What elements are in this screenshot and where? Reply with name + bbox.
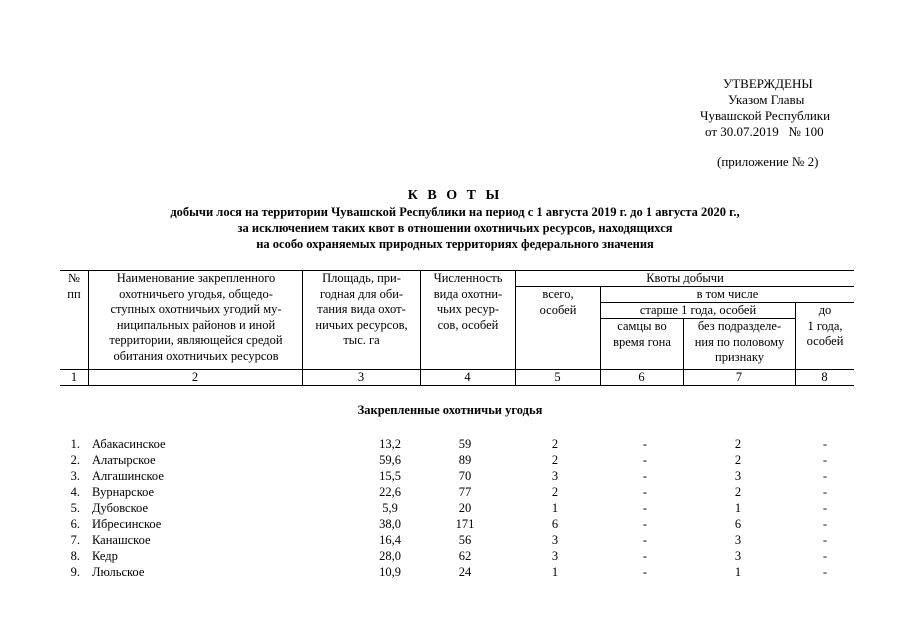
approval-line-approved: УТВЕРЖДЕНЫ — [723, 76, 813, 91]
cell-no: 9. — [70, 565, 80, 579]
cell-total: 2 — [551, 437, 559, 451]
cell-population: 20 — [458, 501, 472, 515]
col-number: 5 — [554, 370, 561, 384]
cell-no: 3. — [70, 469, 80, 483]
table-row — [60, 500, 850, 516]
cell-males: - — [642, 533, 648, 547]
col-number: 4 — [464, 370, 471, 384]
cell-undivided: 2 — [734, 437, 742, 451]
header-name: Наименование закрепленного охотничьего угодья, общедо- ступных охотничьих угодий му- ниципальных районов и иной территории, являющейся средой обитания охотничьих ресурсов — [109, 271, 283, 363]
approval-line-date: от 30.07.2019 № 100 — [705, 124, 824, 139]
cell-name: Абакасинское — [92, 437, 166, 451]
cell-no: 8. — [70, 549, 80, 563]
cell-no: 7. — [70, 533, 80, 547]
col-number: 8 — [821, 370, 828, 384]
appendix-label: (приложение № 2) — [717, 154, 819, 169]
cell-total: 1 — [551, 565, 559, 579]
title-line-1: добычи лося на территории Чувашской Республики на период с 1 августа 2019 г. до 1 августа 2020 г., — [170, 205, 740, 219]
cell-young: - — [822, 453, 828, 467]
grid-line — [60, 385, 854, 386]
col-number: 2 — [191, 370, 199, 384]
cell-males: - — [642, 485, 648, 499]
cell-undivided: 1 — [734, 501, 742, 515]
cell-name: Дубовское — [92, 501, 148, 515]
cell-area: 13,2 — [379, 437, 401, 451]
cell-no: 2. — [70, 453, 80, 467]
cell-males: - — [642, 565, 648, 579]
cell-young: - — [822, 565, 828, 579]
col-number: 6 — [638, 370, 645, 384]
cell-no: 4. — [70, 485, 80, 499]
cell-population: 59 — [458, 437, 472, 451]
cell-population: 24 — [458, 565, 472, 579]
cell-area: 5,9 — [382, 501, 398, 515]
cell-area: 38,0 — [379, 517, 401, 531]
cell-no: 6. — [70, 517, 80, 531]
header-quotas: Квоты добычи — [646, 271, 724, 285]
cell-males: - — [642, 517, 648, 531]
cell-males: - — [642, 437, 648, 451]
cell-total: 3 — [551, 469, 559, 483]
cell-population: 77 — [458, 485, 472, 499]
cell-undivided: 3 — [734, 533, 742, 547]
cell-name: Канашское — [92, 533, 151, 547]
col-number: 1 — [70, 370, 78, 384]
cell-young: - — [822, 549, 828, 563]
col-number: 3 — [357, 370, 365, 384]
cell-total: 1 — [551, 501, 559, 515]
cell-males: - — [642, 469, 648, 483]
header-young: до 1 года, особей — [806, 303, 844, 348]
header-including: в том числе — [696, 287, 759, 301]
table-row — [60, 468, 850, 484]
cell-area: 15,5 — [379, 469, 401, 483]
table-row — [60, 516, 850, 532]
header-population: Численность вида охотни- чьих ресур- сов, особей — [433, 271, 503, 332]
cell-young: - — [822, 517, 828, 531]
document-title — [60, 188, 850, 252]
cell-population: 70 — [458, 469, 472, 483]
table-row — [60, 452, 850, 468]
cell-area: 10,9 — [379, 565, 401, 579]
cell-undivided: 3 — [734, 549, 742, 563]
table-row — [60, 532, 850, 548]
cell-total: 2 — [551, 485, 559, 499]
cell-undivided: 2 — [734, 453, 742, 467]
cell-total: 6 — [551, 517, 559, 531]
grid-line — [88, 270, 89, 385]
header-undivided: без подразделе- ния по половому признаку — [694, 319, 785, 364]
header-males: самцы во время гона — [613, 319, 671, 349]
section-title: Закрепленные охотничьи угодья — [357, 403, 543, 417]
title-line-3: на особо охраняемых природных территориях федерального значения — [256, 237, 654, 251]
approval-block — [690, 76, 860, 170]
cell-name: Кедр — [92, 549, 118, 563]
cell-young: - — [822, 437, 828, 451]
cell-name: Вурнарское — [92, 485, 155, 499]
header-total: всего, особей — [539, 287, 577, 317]
header-older: старше 1 года, особей — [639, 303, 757, 317]
cell-undivided: 2 — [734, 485, 742, 499]
cell-males: - — [642, 453, 648, 467]
table-row — [60, 484, 850, 500]
cell-young: - — [822, 485, 828, 499]
cell-males: - — [642, 501, 648, 515]
table-row — [60, 436, 850, 452]
cell-undivided: 6 — [734, 517, 742, 531]
cell-undivided: 1 — [734, 565, 742, 579]
cell-total: 3 — [551, 549, 559, 563]
title-main: К В О Т Ы — [407, 188, 503, 203]
cell-population: 171 — [455, 517, 475, 531]
table-row — [60, 564, 850, 580]
approval-line-decree: Указом Главы — [728, 92, 805, 107]
cell-no: 5. — [70, 501, 80, 515]
cell-population: 62 — [458, 549, 472, 563]
title-line-2: за исключением таких квот в отношении охотничьих ресурсов, находящихся — [237, 221, 673, 235]
cell-undivided: 3 — [734, 469, 742, 483]
cell-area: 59,6 — [379, 453, 401, 467]
header-no: № пп — [67, 271, 81, 301]
header-area: Площадь, при- годная для оби- тания вида охот- ничьих ресурсов, тыс. га — [315, 271, 408, 347]
cell-population: 89 — [458, 453, 472, 467]
cell-name: Люльское — [92, 565, 145, 579]
cell-young: - — [822, 469, 828, 483]
cell-name: Алгашинское — [92, 469, 164, 483]
cell-total: 3 — [551, 533, 559, 547]
cell-young: - — [822, 533, 828, 547]
cell-total: 2 — [551, 453, 559, 467]
col-number: 7 — [735, 370, 743, 384]
cell-males: - — [642, 549, 648, 563]
cell-area: 28,0 — [379, 549, 401, 563]
cell-area: 16,4 — [379, 533, 401, 547]
table-row — [60, 548, 850, 564]
cell-name: Ибресинское — [92, 517, 162, 531]
approval-line-republic: Чувашской Республики — [700, 108, 831, 123]
cell-population: 56 — [458, 533, 472, 547]
cell-no: 1. — [70, 437, 80, 451]
cell-young: - — [822, 501, 828, 515]
cell-name: Алатырское — [92, 453, 156, 467]
cell-area: 22,6 — [379, 485, 401, 499]
